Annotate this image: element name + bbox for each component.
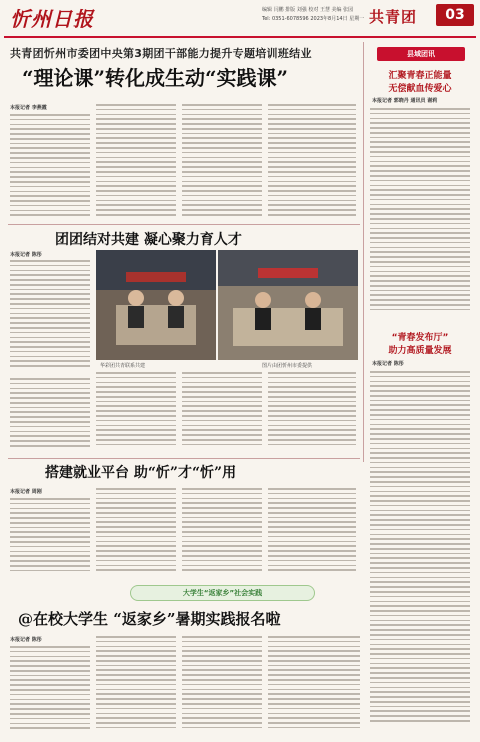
lead-body-col-4 xyxy=(268,104,356,220)
photo-caption-right: 图片由团忻州市委提供 xyxy=(262,363,313,369)
story3-col-3 xyxy=(182,636,262,738)
photo-meeting-right xyxy=(218,250,358,360)
lead-body-col-1 xyxy=(10,114,90,220)
right-head2-line1: “青春发布厅” xyxy=(391,333,449,343)
story2-headline: 搭建就业平台 助“忻”才“忻”用 xyxy=(45,465,237,481)
sub-byline: 本报记者 陈彤 xyxy=(10,252,42,258)
lead-byline: 本报记者 李燕霞 xyxy=(10,105,47,111)
sub-body-col-1b xyxy=(10,378,90,452)
editor-info: 编辑 闫鹏 排版 刘强 校对 王慧 美编 张园 xyxy=(262,7,354,13)
story2-col-1 xyxy=(10,498,90,578)
section-title: 共青团 xyxy=(369,8,418,26)
story2-col-3 xyxy=(182,488,262,578)
lead-byline-wrap xyxy=(10,104,90,111)
sub-body-col-1 xyxy=(10,260,90,374)
right-head1-line1: 汇聚青春正能量 xyxy=(388,71,452,81)
newspaper-logo: 忻州日报 xyxy=(10,7,94,31)
story3-col-2 xyxy=(96,636,176,738)
subhead: 团团结对共建 凝心聚力育人才 xyxy=(55,232,242,248)
story3-col-4 xyxy=(268,636,360,738)
county-news-tag: 县域团讯 xyxy=(377,47,465,61)
sub-body-col-4 xyxy=(268,372,356,452)
divider xyxy=(8,458,360,459)
photo-caption-left: 华彩团共青联系共建 xyxy=(100,363,146,369)
column-divider xyxy=(363,42,364,462)
right-byline1: 本报记者 郭晓丹 通讯员 谢莉 xyxy=(372,98,438,104)
right-body-2 xyxy=(370,371,470,737)
lead-body-col-2 xyxy=(96,104,176,220)
right-byline2: 本报记者 陈彤 xyxy=(372,361,404,367)
banner-label: 大学生“返家乡”社会实践 xyxy=(182,589,263,597)
right-head2-line2: 助力高质量发展 xyxy=(388,346,452,356)
section-banner xyxy=(130,585,315,601)
lead-kicker: 共青团忻州市委团中央第3期团干部能力提升专题培训班结业 xyxy=(10,47,312,60)
photo-image xyxy=(218,250,358,360)
story3-byline: 本报记者 陈彤 xyxy=(10,637,42,643)
story3-col-1 xyxy=(10,646,90,738)
story2-byline: 本报记者 周刚 xyxy=(10,489,42,495)
lead-headline: “理论课”转化成生动“实践课” xyxy=(22,66,289,90)
lead-body-col-3 xyxy=(182,104,262,220)
story2-col-4 xyxy=(268,488,356,578)
story3-headline: @在校大学生 “返家乡”暑期实践报名啦 xyxy=(18,610,281,628)
contact-date: Tel: 0351-6078596 2023年8月14日 星期一 xyxy=(262,16,365,22)
right-body-1 xyxy=(370,108,470,322)
photo-image xyxy=(96,250,216,360)
sub-body-col-2 xyxy=(96,372,176,452)
sub-body-col-3 xyxy=(182,372,262,452)
divider xyxy=(8,224,360,225)
right-head1-line2: 无偿献血传爱心 xyxy=(388,84,452,94)
masthead xyxy=(4,0,476,38)
photo-meeting-left xyxy=(96,250,216,360)
page-number: 03 xyxy=(436,4,474,26)
story2-col-2 xyxy=(96,488,176,578)
